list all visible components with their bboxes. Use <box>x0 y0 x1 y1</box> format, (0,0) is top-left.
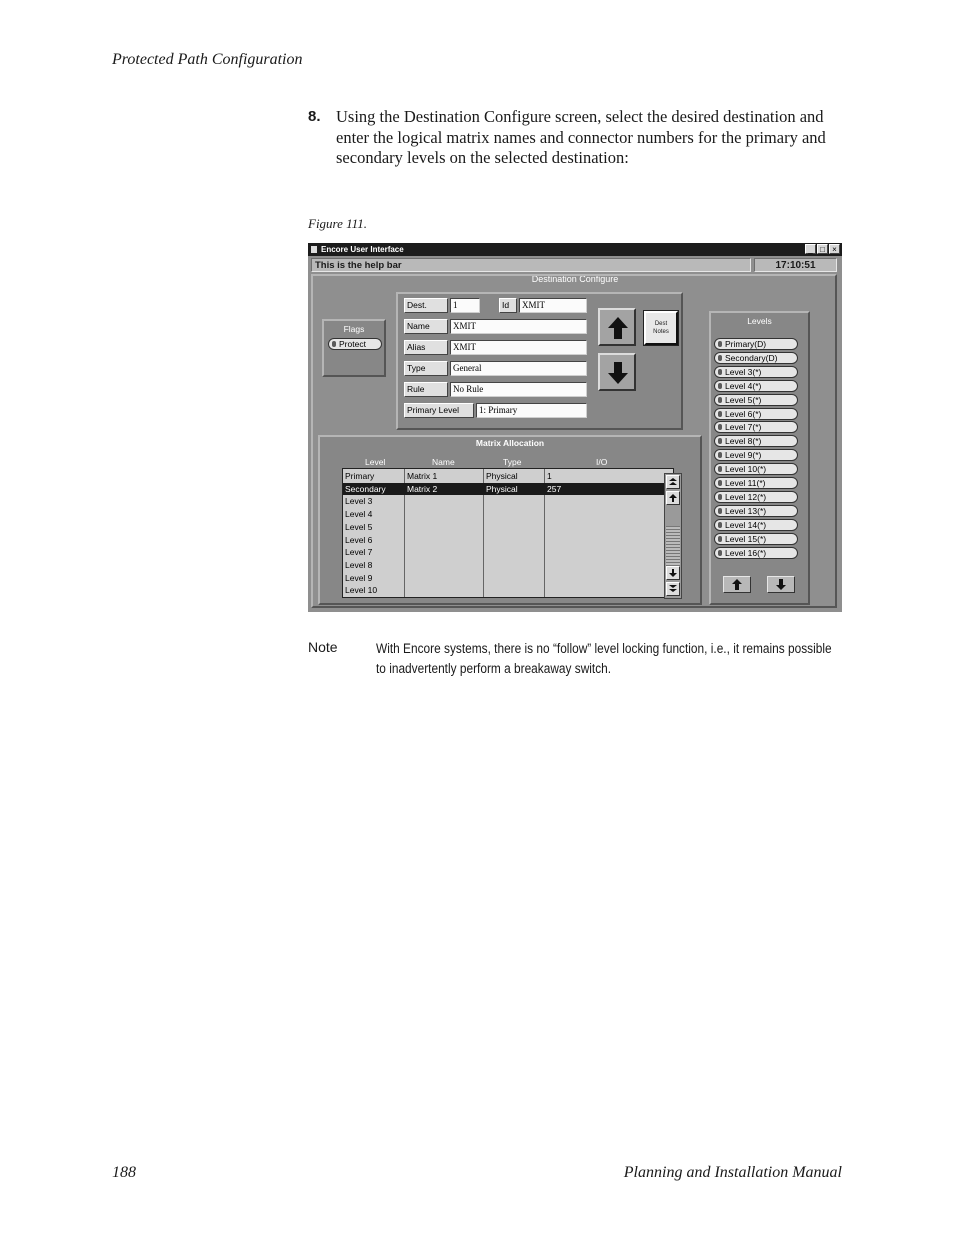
table-cell: Matrix 2 <box>407 483 438 494</box>
close-button[interactable]: × <box>829 244 840 254</box>
column-header-level: Level <box>365 457 386 467</box>
type-input[interactable]: General <box>450 361 587 376</box>
table-cell: Level 9 <box>345 572 373 583</box>
arrow-up-icon <box>607 316 629 340</box>
dest-input[interactable]: 1 <box>450 298 480 313</box>
level-button[interactable] <box>714 547 798 559</box>
type-label: Type <box>404 361 448 376</box>
primary-level-label: Primary Level <box>404 403 474 418</box>
level-button[interactable] <box>714 533 798 545</box>
previous-destination-button[interactable] <box>598 308 636 346</box>
name-input[interactable]: XMIT <box>450 319 587 334</box>
table-cell: Matrix 1 <box>407 471 438 481</box>
scroll-bottom-button[interactable] <box>666 582 680 596</box>
dest-notes-line1: Dest <box>654 321 668 327</box>
destination-configure-screenshot <box>308 243 842 612</box>
table-row[interactable] <box>343 470 673 483</box>
window-controls <box>804 244 840 255</box>
running-head: Protected Path Configuration <box>112 51 303 68</box>
level-label: Level 12(*) <box>725 491 767 502</box>
flags-title: Flags <box>343 324 365 334</box>
scroll-up-button[interactable] <box>666 491 680 505</box>
level-label: Level 11(*) <box>725 478 766 488</box>
level-label: Primary(D) <box>725 339 767 349</box>
arrow-up-icon <box>732 579 742 590</box>
table-cell: Level 10 <box>345 585 378 596</box>
table-cell: Primary <box>345 471 375 481</box>
arrow-up-icon <box>669 494 677 502</box>
dest-notes-line2: Notes <box>653 329 669 335</box>
levels-scroll-down-button[interactable] <box>767 576 795 593</box>
table-cell: Level 5 <box>345 521 373 532</box>
led-icon <box>718 355 722 361</box>
levels-scroll-up-button[interactable] <box>723 576 751 593</box>
level-label: Level 16(*) <box>725 547 767 558</box>
level-button[interactable] <box>714 408 798 420</box>
led-icon <box>718 536 722 542</box>
double-chevron-down-icon <box>669 585 677 593</box>
level-button[interactable] <box>714 421 798 433</box>
alias-label: Alias <box>404 340 448 355</box>
level-label: Level 6(*) <box>725 408 762 419</box>
table-row[interactable] <box>343 534 673 547</box>
matrix-allocation-title: Matrix Allocation <box>475 438 545 448</box>
level-button[interactable] <box>714 519 798 531</box>
table-row[interactable] <box>343 495 673 508</box>
alias-input[interactable]: XMIT <box>450 340 587 355</box>
level-button[interactable] <box>714 477 798 489</box>
id-input[interactable]: XMIT <box>519 298 587 313</box>
matrix-allocation-panel <box>318 435 702 605</box>
window-titlebar <box>308 243 842 256</box>
flag-label: Protect <box>339 339 366 349</box>
level-label: Level 14(*) <box>725 519 767 530</box>
flag-protect[interactable] <box>328 338 382 350</box>
manual-title: Planning and Installation Manual <box>623 1164 842 1181</box>
rule-input[interactable]: No Rule <box>450 382 587 397</box>
name-label: Name <box>404 319 448 334</box>
led-icon <box>718 550 722 556</box>
level-button[interactable] <box>714 338 798 350</box>
flags-panel <box>322 319 386 377</box>
led-icon <box>718 397 722 403</box>
level-label: Level 9(*) <box>725 450 762 461</box>
level-label: Level 3(*) <box>725 366 762 377</box>
level-button[interactable] <box>714 366 798 378</box>
scroll-track[interactable] <box>666 526 680 566</box>
level-button[interactable] <box>714 505 798 517</box>
led-icon <box>718 480 722 486</box>
led-icon <box>718 466 722 472</box>
level-label: Level 13(*) <box>725 505 767 516</box>
clock: 17:10:51 <box>754 258 837 272</box>
table-row[interactable] <box>343 559 673 572</box>
levels-panel <box>709 311 810 605</box>
table-row[interactable] <box>343 546 673 559</box>
table-row[interactable] <box>343 508 673 521</box>
level-label: Level 8(*) <box>725 436 762 447</box>
level-button[interactable] <box>714 463 798 475</box>
led-icon <box>332 341 336 347</box>
rule-label: Rule <box>404 382 448 397</box>
next-destination-button[interactable] <box>598 353 636 391</box>
level-button[interactable] <box>714 380 798 392</box>
level-button[interactable] <box>714 394 798 406</box>
led-icon <box>718 438 722 444</box>
column-header-type: Type <box>503 457 522 467</box>
app-icon <box>311 246 317 253</box>
table-row[interactable] <box>343 572 673 585</box>
column-header-io: I/O <box>596 457 608 467</box>
level-label: Level 4(*) <box>725 380 762 391</box>
arrow-down-icon <box>669 569 677 577</box>
dest-notes-button[interactable] <box>644 311 678 345</box>
scroll-down-button[interactable] <box>666 566 680 580</box>
table-cell: Level 6 <box>345 534 373 545</box>
step-8 <box>308 107 828 169</box>
step-number: 8. <box>308 108 321 125</box>
table-cell: Physical <box>486 483 518 494</box>
note-label: Note <box>308 639 338 655</box>
table-cell: 257 <box>547 483 562 494</box>
column-header-name: Name <box>432 457 455 467</box>
level-label: Level 10(*) <box>725 464 767 475</box>
matrix-allocation-table <box>342 468 674 598</box>
table-cell: Level 3 <box>345 496 373 507</box>
arrow-down-icon <box>607 361 629 385</box>
table-cell: Level 7 <box>345 547 373 558</box>
primary-level-input[interactable]: 1: Primary <box>476 403 587 418</box>
table-row[interactable] <box>343 483 673 496</box>
table-row[interactable] <box>343 521 673 534</box>
led-icon <box>718 383 722 389</box>
table-cell: Level 8 <box>345 559 373 570</box>
table-scrollbar[interactable] <box>664 473 682 599</box>
led-icon <box>718 424 722 430</box>
window-title: Encore User Interface <box>321 245 404 254</box>
arrow-down-icon <box>776 579 786 590</box>
led-icon <box>718 369 722 375</box>
table-cell: Secondary <box>345 483 386 494</box>
double-chevron-up-icon <box>669 478 677 486</box>
led-icon <box>718 452 722 458</box>
level-button[interactable] <box>714 449 798 461</box>
dest-label: Dest. <box>404 298 448 313</box>
maximize-button[interactable]: □ <box>817 244 828 254</box>
table-row[interactable] <box>343 584 673 597</box>
table-cell: Level 4 <box>345 509 373 520</box>
level-button[interactable] <box>714 491 798 503</box>
level-button[interactable] <box>714 435 798 447</box>
table-cell: 1 <box>547 471 552 481</box>
figure-caption: Figure 111. <box>308 216 367 231</box>
id-label: Id <box>499 298 517 313</box>
minimize-button[interactable]: _ <box>805 244 816 254</box>
level-label: Level 7(*) <box>725 422 762 433</box>
note-text: With Encore systems, there is no “follow” level locking function, i.e., it remains possible to inadvertently perform a breakaway switch. <box>376 641 832 676</box>
help-bar: This is the help bar <box>311 258 751 272</box>
level-label: Level 15(*) <box>725 533 767 544</box>
level-label: Secondary(D) <box>725 352 778 363</box>
table-cell: Physical <box>486 471 518 481</box>
led-icon <box>718 494 722 500</box>
led-icon <box>718 341 722 347</box>
level-label: Level 5(*) <box>725 394 762 405</box>
scroll-top-button[interactable] <box>666 475 680 489</box>
led-icon <box>718 508 722 514</box>
levels-title: Levels <box>747 316 772 326</box>
led-icon <box>718 411 722 417</box>
page-number: 188 <box>112 1164 136 1181</box>
screen-title: Destination Configure <box>531 274 619 284</box>
level-button[interactable] <box>714 352 798 364</box>
led-icon <box>718 522 722 528</box>
step-text: Using the Destination Configure screen, select the desired destination and enter the logical matrix names and connector numbers for the primary and secondary levels on the selected destination: <box>336 107 826 167</box>
destination-fields-panel <box>396 292 683 430</box>
